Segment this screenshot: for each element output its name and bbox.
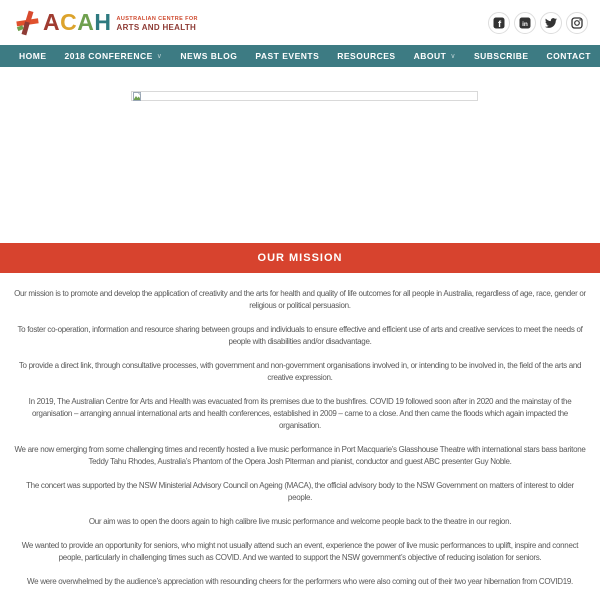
logo-tagline-line1: AUSTRALIAN CENTRE FOR [116,15,198,22]
logo-tagline [117,14,198,32]
linkedin-icon [519,17,531,29]
mission-paragraph: We wanted to provide an opportunity for seniors, who might not usually attend such an event, experience the power of live music performances to uplift, inspire and connect people, particularly in challenging times such as COVID. And we wanted to support the NSW government’s objective of reducing isolation for seniors. [21,541,579,562]
logo-tagline-line2: ARTS AND HEALTH [116,22,197,32]
nav-item-label: ABOUT [413,51,447,61]
nav-item-2018-conference[interactable] [56,45,172,67]
instagram-icon [571,17,583,29]
main-nav [0,45,600,67]
instagram-link[interactable] [566,12,588,34]
nav-item-about[interactable] [405,45,465,67]
mission-paragraph: In 2019, The Australian Centre for Arts and Health was evacuated from its premises due to the bushfires. COVID 19 followed soon after in 2020 and the mainstay of the organisation – arranging annual international arts and health conferences, established in 2009 – came to a close. And then came the floods which again impacted the organisation. [28,397,572,430]
mission-paragraph: We are now emerging from some challenging times and recently hosted a live music performance in Port Macquarie’s Glasshouse Theatre with international stars bass baritone Teddy Tahu Rhodes, Australia’s Phantom of the Opera Josh Piterman and pianist, conductor and guest ABC presenter Guy Noble. [14,445,586,466]
svg-text:f: f [498,18,502,29]
site-logo[interactable] [14,8,198,38]
nav-item-label: PAST EVENTS [255,51,320,61]
mission-paragraph: The concert was supported by the NSW Ministerial Advisory Council on Ageing (MACA), the official advisory body to the NSW Government on matters of interest to older people. [26,481,574,502]
linkedin-link[interactable] [514,12,536,34]
twitter-link[interactable] [540,12,562,34]
nav-item-subscribe[interactable] [465,45,538,67]
social-links [488,12,588,34]
nav-item-resources[interactable] [328,45,404,67]
nav-item-news-blog[interactable] [171,45,246,67]
twitter-icon [545,17,557,29]
chevron-down-icon: ∨ [156,52,163,60]
nav-item-label: SUBSCRIBE [473,51,529,61]
our-mission-banner [0,243,600,273]
nav-item-label: NEWS BLOG [180,51,238,61]
chevron-down-icon: ∨ [450,52,456,60]
mission-paragraph: To foster co-operation, information and resource sharing between groups and individuals to ensure effective and efficient use of arts and creative services to meet the needs of people with disabilities and/or disadvantage. [17,325,583,346]
nav-item-label: CONTACT [546,51,591,61]
main-content [0,91,600,588]
nav-item-contact[interactable] [538,45,600,67]
nav-item-label: HOME [19,51,47,61]
logo-letter: A [43,9,61,35]
broken-image-icon [133,92,141,101]
svg-text:in: in [522,20,528,28]
mission-paragraph: Our mission is to promote and develop the application of creativity and the arts for health and quality of life outcomes for all people in Australia, regardless of age, race, gender or religious or political persuasion. [14,289,586,310]
logo-letter: C [60,9,78,35]
nav-item-past-events[interactable] [246,45,328,67]
page-title: OUR MISSION [257,252,343,264]
nav-item-label: RESOURCES [337,51,396,61]
site-header [0,0,600,45]
mission-text [0,273,600,588]
logo-letter: H [94,9,112,35]
mission-paragraph: Our aim was to open the doors again to high calibre live music performance and welcome people back to the theatre in our region. [88,517,512,526]
logo-acronym [43,11,112,34]
nav-item-label: 2018 CONFERENCE [64,51,153,61]
logo-plus-icon [14,8,41,38]
nav-item-home[interactable] [10,45,56,67]
mission-paragraph: We were overwhelmed by the audience’s appreciation with resounding cheers for the performers who were also coming out of their two year hibernation from COVID19. [27,577,573,586]
facebook-icon [493,17,505,29]
facebook-link[interactable] [488,12,510,34]
logo-letter: A [77,9,95,35]
mission-paragraph: To provide a direct link, through consultative processes, with government and non-government organisations involved in, or intending to be involved in, the field of the arts and creative expression. [18,361,582,382]
hero-image-placeholder [131,91,478,101]
